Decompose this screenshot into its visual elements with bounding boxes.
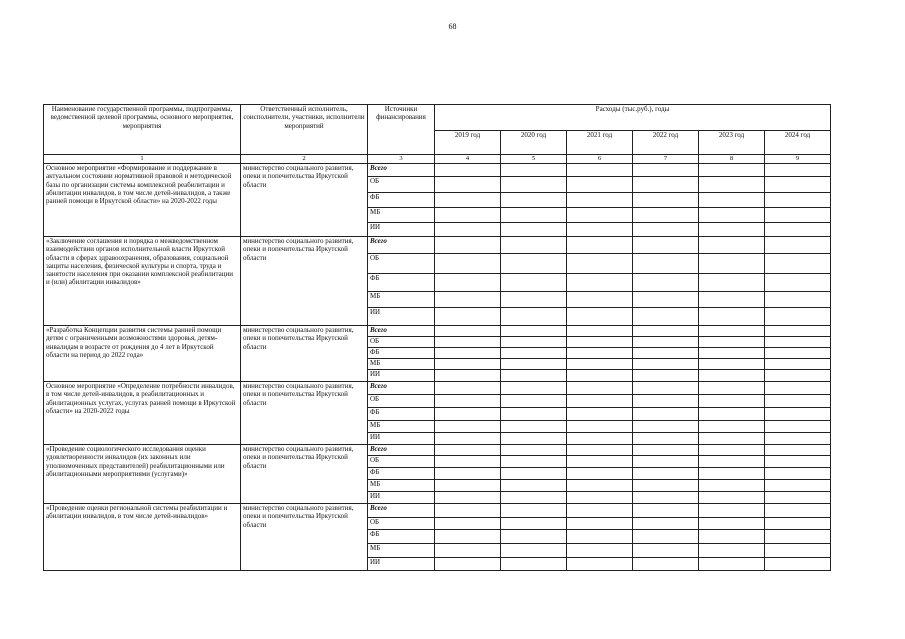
funding-source: Всего [368,326,435,337]
expense-cell [435,208,501,223]
expense-cell [567,164,633,177]
expense-cell [699,395,765,408]
expense-cell [633,337,699,348]
funding-source: ИИ [368,308,435,326]
header-name: Наименование государственной программы, подпрограммы, ведомственной целевой программы, основного мероприятия, мероприятия [44,105,241,155]
expense-cell [501,480,567,492]
expense-cell [765,445,831,456]
funding-source: ИИ [368,492,435,504]
expense-cell [567,492,633,504]
activity-executor: министерство социального развития, опеки и попечительства Иркутской области [241,504,368,571]
expense-cell [633,408,699,421]
activity-executor: министерство социального развития, опеки и попечительства Иркутской области [241,326,368,382]
expense-cell [633,558,699,571]
expense-cell [633,348,699,359]
expense-cell [699,492,765,504]
activity-executor: министерство социального развития, опеки и попечительства Иркутской области [241,382,368,445]
expense-cell [765,308,831,326]
expense-cell [435,395,501,408]
expense-cell [699,292,765,308]
expense-cell [699,544,765,558]
expense-cell [765,544,831,558]
header-year: 2019 год [435,131,501,155]
expense-cell [699,445,765,456]
column-number: 8 [699,155,765,164]
expense-cell [435,193,501,208]
column-number: 1 [44,155,241,164]
expense-cell [501,164,567,177]
expense-cell [699,164,765,177]
expense-cell [633,208,699,223]
expense-cell [765,326,831,337]
expense-cell [567,193,633,208]
expense-cell [435,492,501,504]
expense-cell [435,370,501,382]
expense-cell [699,274,765,292]
header-year: 2024 год [765,131,831,155]
expense-cell [501,433,567,445]
expense-cell [633,254,699,274]
expense-cell [435,544,501,558]
expense-cell [501,359,567,370]
expense-cell [501,308,567,326]
expense-cell [501,382,567,395]
expense-cell [699,421,765,433]
expense-cell [567,208,633,223]
expense-cell [765,223,831,237]
expense-cell [435,445,501,456]
expense-cell [699,408,765,421]
funding-source: Всего [368,382,435,395]
expense-cell [765,254,831,274]
expense-cell [765,433,831,445]
expense-cell [633,177,699,193]
funding-source: Всего [368,504,435,518]
expense-cell [633,164,699,177]
expense-cell [567,326,633,337]
activity-name: «Проведение социологического исследования оценки удовлетворенности инвалидов (их законных или уполномоченных представителей) реабилитационными или абилитационными мероприятиями (услугами)» [44,445,241,504]
expense-cell [435,177,501,193]
expense-cell [765,456,831,468]
expense-cell [435,518,501,530]
expense-cell [765,292,831,308]
column-number: 3 [368,155,435,164]
expense-cell [501,468,567,480]
expense-cell [435,558,501,571]
expense-cell [633,530,699,544]
expense-cell [699,254,765,274]
expense-cell [699,348,765,359]
activity-name: Основное мероприятие «Определение потребности инвалидов, в том числе детей-инвалидов, в реабилитационных и абилитационных услугах, услугах ранней помощи в Иркутской области» на 2020-2022 годы [44,382,241,445]
expense-cell [765,348,831,359]
expense-cell [633,223,699,237]
expense-cell [633,308,699,326]
expense-cell [765,359,831,370]
expense-cell [501,445,567,456]
expense-cell [435,292,501,308]
expenses-table [43,104,831,571]
funding-source: ОБ [368,177,435,193]
expense-cell [633,382,699,395]
expense-cell [501,504,567,518]
activity-name: «Проведение оценки региональной системы реабилитации и абилитации инвалидов, в том числе детей-инвалидов» [44,504,241,571]
expense-cell [699,480,765,492]
expense-cell [435,337,501,348]
expense-cell [765,468,831,480]
expense-cell [765,421,831,433]
funding-source: Всего [368,164,435,177]
expense-cell [765,504,831,518]
expense-cell [699,468,765,480]
expense-cell [435,308,501,326]
expense-cell [567,530,633,544]
funding-source: МБ [368,480,435,492]
activity-executor: министерство социального развития, опеки и попечительства Иркутской области [241,164,368,237]
expense-cell [699,370,765,382]
expense-cell [765,274,831,292]
expense-cell [501,292,567,308]
expense-cell [699,382,765,395]
header-year: 2021 год [567,131,633,155]
activity-name: «Разработка Концепции развития системы ранней помощи детям с ограниченными возможностями здоровья, детям-инвалидам в возрасте от рождения до 4 лет в Иркутской области на период до 2022 года» [44,326,241,382]
expense-cell [765,208,831,223]
column-number: 9 [765,155,831,164]
expense-cell [699,193,765,208]
expense-cell [501,530,567,544]
funding-source: ФБ [368,408,435,421]
expense-cell [567,558,633,571]
expense-cell [765,193,831,208]
funding-source: ФБ [368,193,435,208]
expense-cell [567,468,633,480]
expense-cell [501,421,567,433]
expense-cell [435,433,501,445]
funding-source: ИИ [368,223,435,237]
funding-source: Всего [368,237,435,254]
expense-cell [633,274,699,292]
expense-cell [501,370,567,382]
funding-source: ИИ [368,558,435,571]
activity-name: Основное мероприятие «Формирование и поддержание в актуальном состоянии нормативной правовой и методической базы по организации системы комплексной реабилитации и абилитации инвалидов, в том числе детей-инвалидов, а также ранней помощи в Иркутской области» на 2020-2022 годы [44,164,241,237]
expense-cell [567,518,633,530]
expense-cell [501,223,567,237]
funding-source: ОБ [368,395,435,408]
header-year: 2023 год [699,131,765,155]
column-number: 7 [633,155,699,164]
funding-source: Всего [368,445,435,456]
expense-cell [567,456,633,468]
expense-cell [633,456,699,468]
expense-cell [501,408,567,421]
expense-cell [765,395,831,408]
expense-cell [699,518,765,530]
expense-cell [501,456,567,468]
expense-cell [567,382,633,395]
expense-cell [765,164,831,177]
expense-cell [567,237,633,254]
expense-cell [699,308,765,326]
expense-cell [699,359,765,370]
expense-cell [699,208,765,223]
expense-cell [633,370,699,382]
expense-cell [567,395,633,408]
expense-cell [699,177,765,193]
page-number: 68 [448,22,457,31]
expense-cell [501,395,567,408]
expense-cell [633,468,699,480]
funding-source: МБ [368,421,435,433]
expense-cell [765,530,831,544]
expense-cell [435,421,501,433]
expense-cell [633,518,699,530]
expense-cell [435,530,501,544]
expense-cell [765,558,831,571]
expense-cell [501,237,567,254]
expense-cell [501,254,567,274]
expense-cell [633,492,699,504]
expense-cell [699,237,765,254]
table-row [44,164,831,177]
expense-cell [567,223,633,237]
expense-cell [501,544,567,558]
expense-cell [435,382,501,395]
expense-cell [567,480,633,492]
header-year: 2020 год [501,131,567,155]
expense-cell [435,223,501,237]
expense-cell [567,254,633,274]
expense-cell [435,468,501,480]
table-row [44,504,831,518]
header-source: Источники финансирования [368,105,435,155]
expense-cell [501,492,567,504]
expense-cell [435,274,501,292]
table-row [44,237,831,254]
expense-cell [633,421,699,433]
expense-cell [567,445,633,456]
expense-cell [699,558,765,571]
column-number: 2 [241,155,368,164]
expense-cell [633,544,699,558]
column-number: 4 [435,155,501,164]
expense-cell [501,274,567,292]
expense-cell [699,433,765,445]
expense-cell [567,308,633,326]
expense-cell [633,480,699,492]
header-expenses: Расходы (тыс.руб.), годы [435,105,831,131]
expense-cell [435,326,501,337]
expense-cell [567,348,633,359]
expense-cell [699,337,765,348]
expense-cell [633,326,699,337]
table-row [44,445,831,456]
funding-source: ИИ [368,370,435,382]
expense-cell [699,456,765,468]
expense-cell [501,177,567,193]
funding-source: МБ [368,292,435,308]
expense-cell [501,326,567,337]
expense-cell [435,237,501,254]
table-row [44,326,831,337]
expense-cell [435,504,501,518]
expense-cell [699,530,765,544]
expense-cell [435,348,501,359]
expense-cell [435,254,501,274]
expense-cell [435,456,501,468]
expense-cell [501,518,567,530]
expense-cell [765,237,831,254]
expense-cell [699,223,765,237]
expense-cell [765,480,831,492]
expense-cell [633,292,699,308]
expense-cell [567,359,633,370]
funding-source: ИИ [368,433,435,445]
expense-cell [633,359,699,370]
activity-executor: министерство социального развития, опеки и попечительства Иркутской области [241,237,368,326]
column-number: 5 [501,155,567,164]
funding-source: ОБ [368,337,435,348]
funding-source: МБ [368,208,435,223]
table-row [44,382,831,395]
funding-source: МБ [368,544,435,558]
funding-source: ОБ [368,254,435,274]
expense-cell [699,504,765,518]
expense-cell [633,504,699,518]
header-executor: Ответственный исполнитель, соисполнители, участники, исполнители мероприятий [241,105,368,155]
expense-cell [633,433,699,445]
funding-source: ФБ [368,348,435,359]
funding-source: ОБ [368,456,435,468]
header-year: 2022 год [633,131,699,155]
expense-cell [699,326,765,337]
expense-cell [501,193,567,208]
funding-source: ФБ [368,274,435,292]
expense-cell [567,504,633,518]
expense-cell [567,292,633,308]
funding-source: ФБ [368,530,435,544]
expense-cell [501,348,567,359]
activity-executor: министерство социального развития, опеки и попечительства Иркутской области [241,445,368,504]
column-number: 6 [567,155,633,164]
expense-cell [567,370,633,382]
expense-cell [435,164,501,177]
expense-cell [765,408,831,421]
expense-cell [501,208,567,223]
expense-cell [435,408,501,421]
expense-cell [567,433,633,445]
expense-cell [501,337,567,348]
expense-cell [633,395,699,408]
expense-cell [633,237,699,254]
expense-cell [765,518,831,530]
funding-source: ОБ [368,518,435,530]
expense-cell [765,370,831,382]
expense-cell [567,544,633,558]
expense-cell [567,408,633,421]
funding-source: ФБ [368,468,435,480]
expense-cell [567,421,633,433]
expense-cell [435,480,501,492]
expense-cell [633,445,699,456]
expense-cell [567,177,633,193]
funding-source: МБ [368,359,435,370]
expense-cell [567,337,633,348]
expense-cell [765,177,831,193]
expense-cell [567,274,633,292]
expense-cell [633,193,699,208]
expense-cell [435,359,501,370]
expense-cell [765,492,831,504]
expense-cell [501,558,567,571]
activity-name: «Заключение соглашения и порядка о межведомственном взаимодействии органов исполнительной власти Иркутской области в сферах здравоохранения, образования, социальной защиты населения, физической культуры и спорта, труда и занятости населения при оказании комплексной реабилитации и (или) абилитации инвалидов» [44,237,241,326]
expense-cell [765,382,831,395]
expense-cell [765,337,831,348]
